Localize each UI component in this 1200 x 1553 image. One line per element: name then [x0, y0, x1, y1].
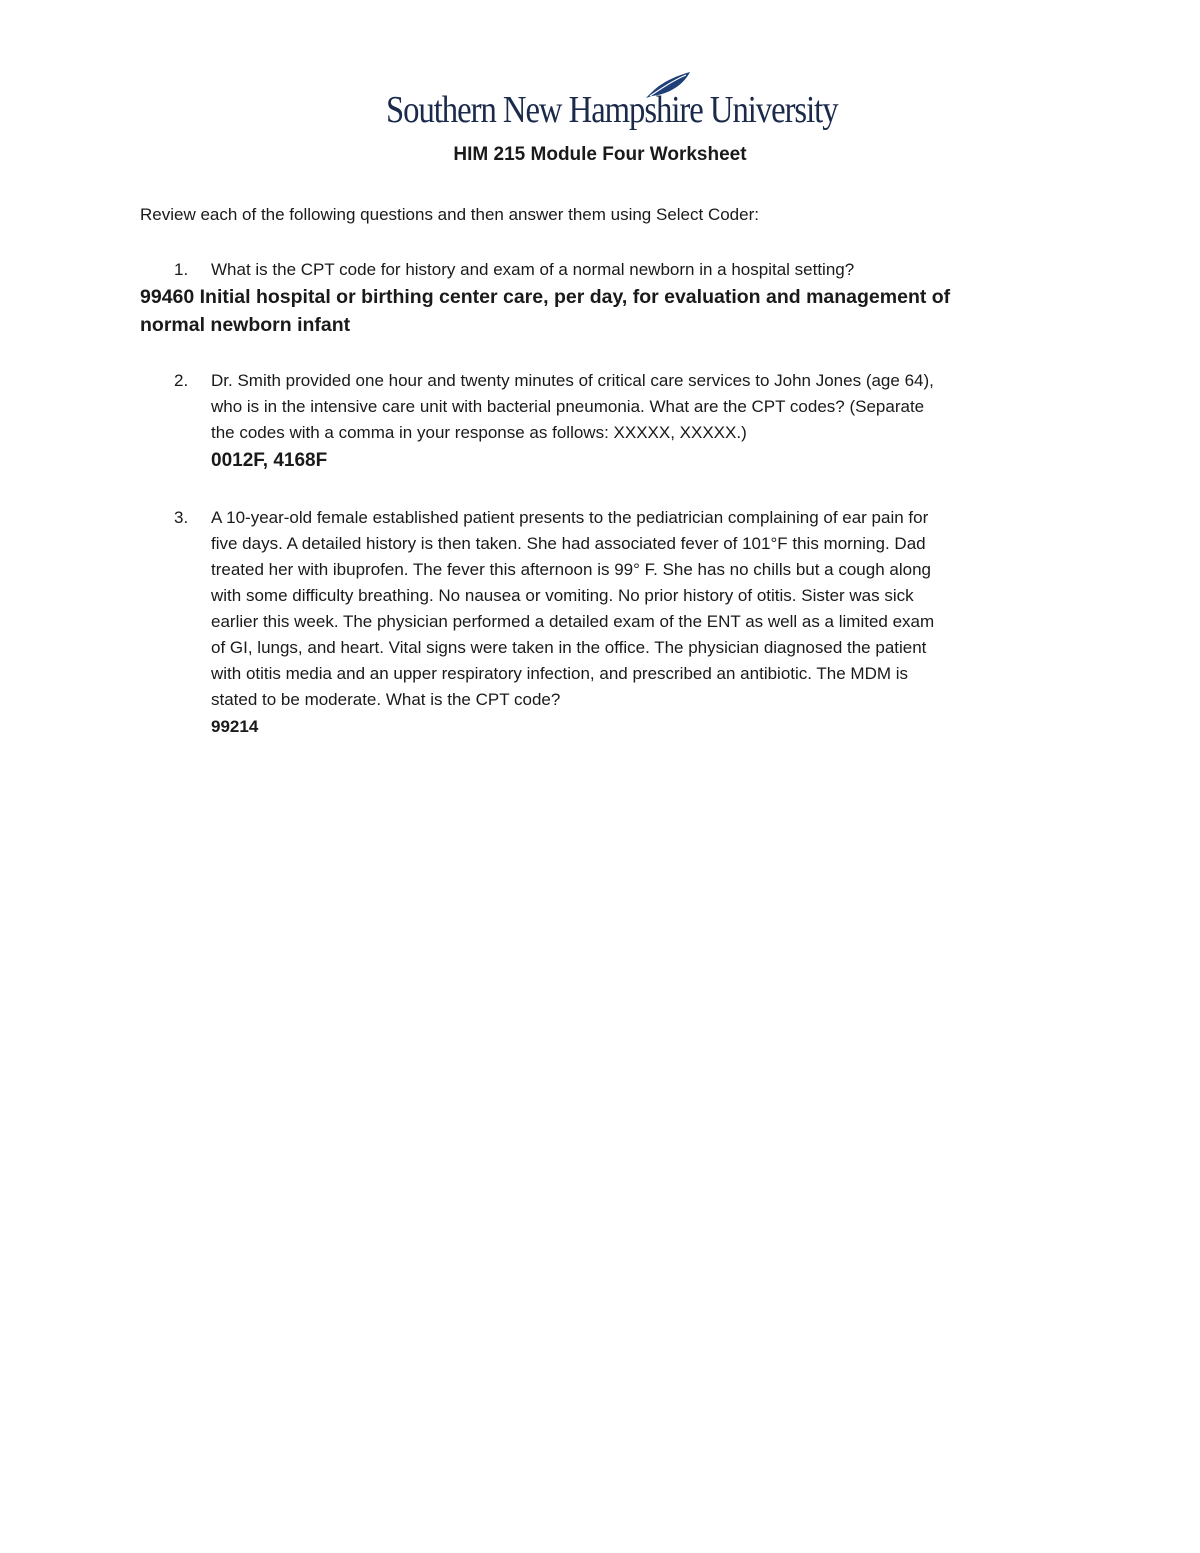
question-3-answer: 99214 [211, 717, 259, 736]
question-3-line-6: of GI, lungs, and heart. Vital signs were taken in the office. The physician diagnosed the patient [211, 638, 927, 657]
logo-wordmark: Southern New Hampshire University [386, 89, 838, 131]
university-logo [386, 70, 838, 140]
question-1-number: 1. [174, 260, 189, 279]
intro-text: Review each of the following questions and then answer them using Select Coder: [140, 205, 759, 224]
question-3-line-1: A 10-year-old female established patient presents to the pediatrician complaining of ear pain for [211, 508, 929, 527]
question-1-answer-line-2: normal newborn infant [140, 314, 351, 336]
question-2-line-2: who is in the intensive care unit with bacterial pneumonia. What are the CPT codes? (Separate [211, 397, 925, 416]
question-2-line-1: Dr. Smith provided one hour and twenty minutes of critical care services to John Jones (age 64), [211, 371, 934, 390]
question-3-line-5: earlier this week. The physician performed a detailed exam of the ENT as well as a limited exam [211, 612, 935, 631]
question-3-line-8: stated to be moderate. What is the CPT code? [211, 690, 561, 709]
question-3-number: 3. [174, 508, 189, 527]
question-3-line-2: five days. A detailed history is then taken. She had associated fever of 101°F this morning. Dad [211, 534, 926, 553]
question-3-line-7: with otitis media and an upper respiratory infection, and prescribed an antibiotic. The MDM is [211, 664, 909, 683]
question-2-number: 2. [174, 371, 189, 390]
question-3-line-3: treated her with ibuprofen. The fever this afternoon is 99° F. She has no chills but a cough along [211, 560, 931, 579]
question-3-line-4: with some difficulty breathing. No nausea or vomiting. No prior history of otitis. Sister was sick [211, 586, 914, 605]
question-2-answer: 0012F, 4168F [211, 450, 328, 471]
question-1-text: What is the CPT code for history and exam of a normal newborn in a hospital setting? [211, 260, 855, 279]
question-1-answer-line-1: 99460 Initial hospital or birthing center care, per day, for evaluation and management of [140, 286, 951, 308]
page-title: HIM 215 Module Four Worksheet [453, 144, 747, 165]
question-2-line-3: the codes with a comma in your response as follows: XXXXX, XXXXX.) [211, 423, 747, 442]
